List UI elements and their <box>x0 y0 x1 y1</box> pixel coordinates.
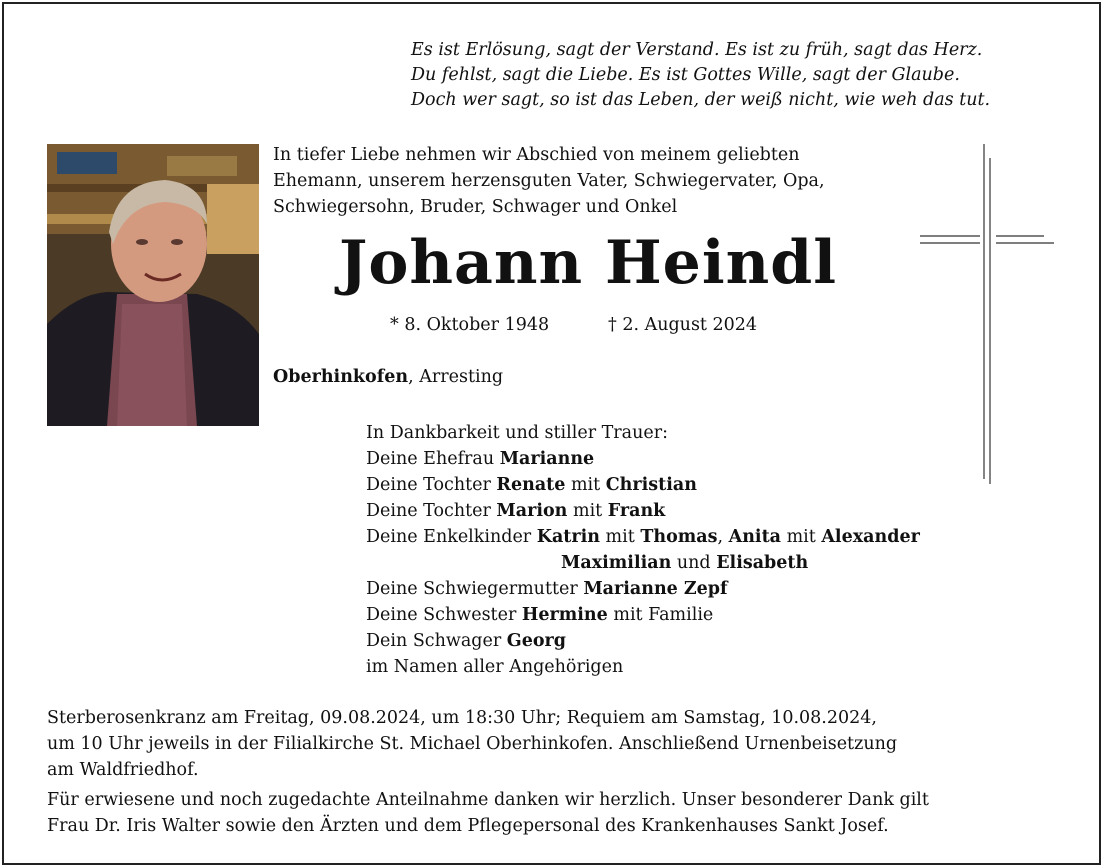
mourner-name: Hermine <box>521 605 608 625</box>
motto-line: Du fehlst, sagt die Liebe. Es ist Gottes Wille, sagt der Glaube. <box>411 65 960 85</box>
connector: mit <box>567 501 608 521</box>
mourner-name: Marianne Zepf <box>583 579 728 599</box>
intro-line: Schwiegersohn, Bruder, Schwager und Onkel <box>273 197 678 217</box>
intro-line: Ehemann, unserem herzensguten Vater, Schwiegervater, Opa, <box>273 171 825 191</box>
mourner-name: Alexander <box>821 527 920 547</box>
relation: Dein Schwager <box>366 631 507 651</box>
death-date: † 2. August 2024 <box>608 315 758 335</box>
mourner-name: Christian <box>605 475 697 495</box>
notice-line: am Waldfriedhof. <box>47 760 199 780</box>
notice-line: Sterberosenkranz am Freitag, 09.08.2024, um 18:30 Uhr; Requiem am Samstag, 10.08.2024, <box>47 708 877 728</box>
relation: Deine Schwester <box>366 605 522 625</box>
mourner-line <box>366 472 920 498</box>
intro-text <box>273 142 825 220</box>
mourner-line <box>366 446 920 472</box>
mourner-name: Renate <box>496 475 566 495</box>
mourners-list <box>366 420 920 680</box>
residence-town: Oberhinkofen <box>273 367 409 387</box>
thanks-text <box>47 787 929 839</box>
mourners-closing: im Namen aller Angehörigen <box>366 657 624 677</box>
connector: mit <box>781 527 822 547</box>
mourners-heading: In Dankbarkeit und stiller Trauer: <box>366 423 668 443</box>
mourner-line <box>366 628 920 654</box>
relation: Deine Schwiegermutter <box>366 579 584 599</box>
funeral-notice <box>47 705 897 783</box>
connector: mit <box>565 475 606 495</box>
portrait-illustration <box>47 144 259 426</box>
intro-line: In tiefer Liebe nehmen wir Abschied von meinem geliebten <box>273 145 800 165</box>
mourner-line <box>366 498 920 524</box>
mourner-line <box>366 602 920 628</box>
mourner-name: Anita <box>728 527 781 547</box>
mourner-name: Elisabeth <box>716 553 809 573</box>
mourner-name: Thomas <box>640 527 718 547</box>
relation: Deine Ehefrau <box>366 449 500 469</box>
motto-line: Es ist Erlösung, sagt der Verstand. Es ist zu früh, sagt das Herz. <box>411 40 983 60</box>
notice-line: um 10 Uhr jeweils in der Filialkirche St. Michael Oberhinkofen. Anschließend Urnenbeisetzung <box>47 734 898 754</box>
mourner-line <box>366 524 920 550</box>
deceased-name: Johann Heindl <box>338 228 838 298</box>
mourner-name: Katrin <box>536 527 600 547</box>
portrait-photo <box>47 144 259 426</box>
birth-date: * 8. Oktober 1948 <box>390 315 550 335</box>
thanks-line: Frau Dr. Iris Walter sowie den Ärzten und dem Pflegepersonal des Krankenhauses Sankt Josef. <box>47 816 889 836</box>
relation: Deine Enkelkinder <box>366 527 537 547</box>
relation: Deine Tochter <box>366 501 497 521</box>
motto-verse <box>411 38 990 113</box>
residence-district: , Arresting <box>408 367 504 387</box>
connector: , <box>717 527 729 547</box>
mourner-name: Frank <box>607 501 666 521</box>
mourner-name: Maximilian <box>561 553 672 573</box>
relation: Deine Tochter <box>366 475 497 495</box>
thanks-line: Für erwiesene und noch zugedachte Anteilnahme danken wir herzlich. Unser besonderer Dank gilt <box>47 790 929 810</box>
residence <box>273 367 503 387</box>
connector: mit Familie <box>607 605 714 625</box>
mourner-line <box>366 550 920 576</box>
connector: und <box>671 553 717 573</box>
motto-line: Doch wer sagt, so ist das Leben, der weiß nicht, wie weh das tut. <box>411 90 991 110</box>
mourner-name: Georg <box>506 631 566 651</box>
cross-icon <box>918 144 1058 484</box>
mourner-name: Marion <box>496 501 568 521</box>
mourner-name: Marianne <box>499 449 595 469</box>
mourner-line <box>366 576 920 602</box>
connector: mit <box>599 527 641 547</box>
